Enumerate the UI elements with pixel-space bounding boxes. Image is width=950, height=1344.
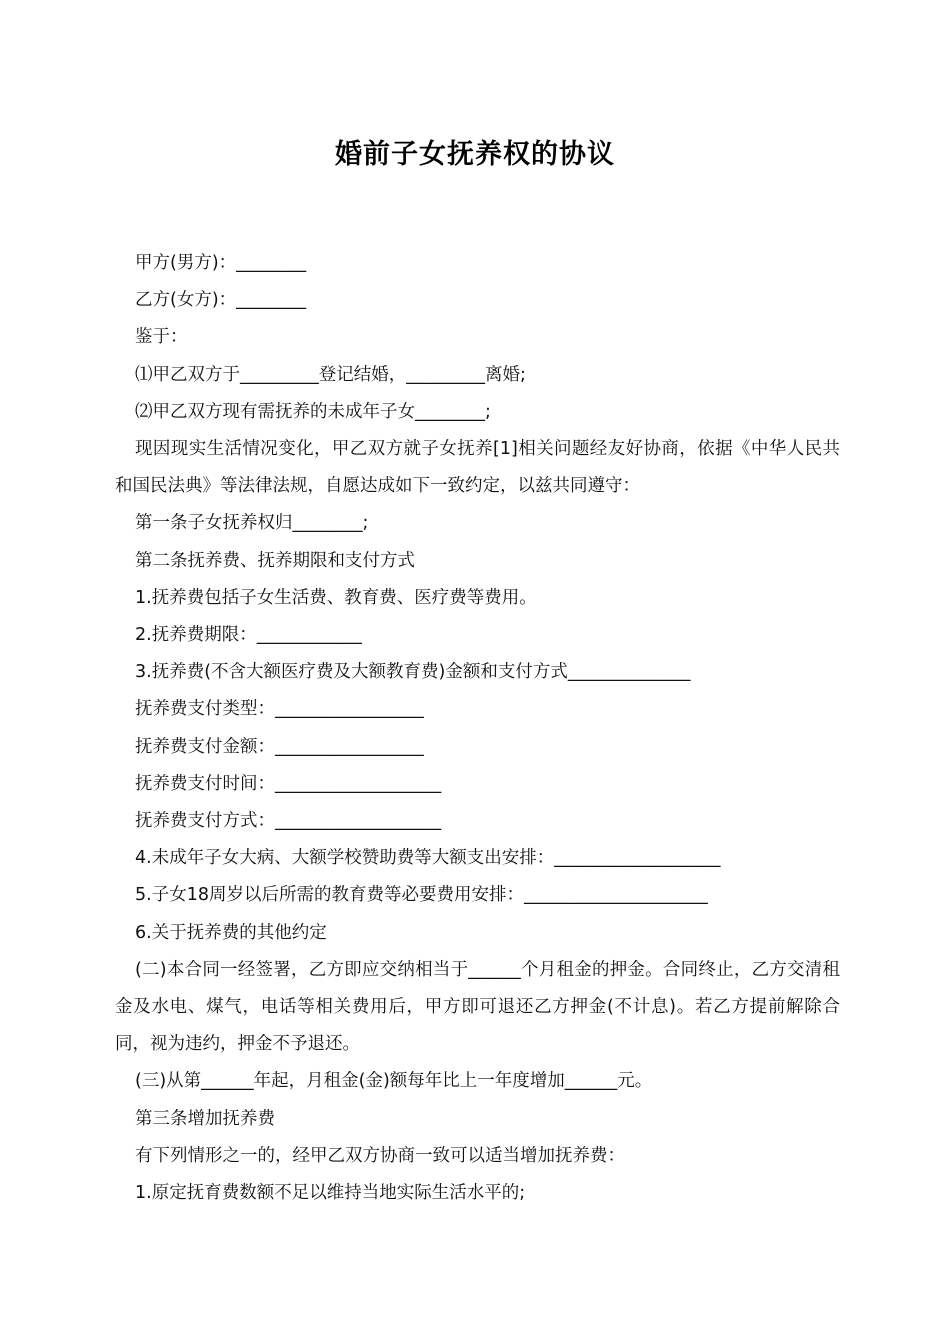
whereas-item-1: ⑴甲乙双方于_________登记结婚，_________离婚; <box>135 364 526 385</box>
payment-method-line: 抚养费支付方式：___________________ <box>135 811 442 832</box>
rent-increase-paragraph: (三)从第______年起，月租金(金)额每年比上一年度增加______元。 <box>135 1071 653 1092</box>
article-3-intro: 有下列情形之一的，经甲乙双方协商一致可以适当增加抚养费： <box>135 1145 625 1166</box>
article-2-item-2: 2.抚养费期限：____________ <box>135 625 362 646</box>
article-2-heading: 第二条抚养费、抚养期限和支付方式 <box>135 550 415 571</box>
payment-amount-line: 抚养费支付金额：_________________ <box>135 736 424 757</box>
deposit-paragraph: (二)本合同一经签署，乙方即应交纳相当于______个月租金的押金。合同终止，乙方交清租金及水电、煤气，电话等相关费用后，甲方即可退还乙方押金(不计息)。若乙方提前解除合同，视为违约，押金不予退还。 <box>115 959 840 1055</box>
article-2-item-6: 6.关于抚养费的其他约定 <box>135 922 327 943</box>
whereas-item-2: ⑵甲乙双方现有需抚养的未成年子女________; <box>135 401 491 422</box>
article-2-item-3: 3.抚养费(不含大额医疗费及大额教育费)金额和支付方式______________ <box>135 662 691 683</box>
document-body <box>115 245 840 1212</box>
article-3-heading: 第三条增加抚养费 <box>135 1108 275 1129</box>
preamble-paragraph: 现因现实生活情况变化，甲乙双方就子女抚养[1]相关问题经友好协商，依据《中华人民共和国民法典》等法律法规，自愿达成如下一致约定，以兹共同遵守： <box>115 439 840 497</box>
party-a-line: 甲方(男方)：________ <box>135 253 307 273</box>
whereas-heading: 鉴于： <box>135 327 188 348</box>
payment-time-line: 抚养费支付时间：___________________ <box>135 773 442 794</box>
article-2-item-1: 1.抚养费包括子女生活费、教育费、医疗费等费用。 <box>135 587 537 608</box>
article-2-item-5: 5.子女18周岁以后所需的教育费等必要费用安排：_____________________ <box>135 885 708 906</box>
article-1: 第一条子女抚养权归________; <box>135 513 369 534</box>
article-3-item-1: 1.原定抚育费数额不足以维持当地实际生活水平的; <box>135 1183 526 1204</box>
payment-type-line: 抚养费支付类型：_________________ <box>135 699 424 720</box>
document-title: 婚前子女抚养权的协议 <box>335 139 615 170</box>
party-b-line: 乙方(女方)：________ <box>135 290 307 311</box>
article-2-item-4: 4.未成年子女大病、大额学校赞助费等大额支出安排：___________________ <box>135 848 721 869</box>
